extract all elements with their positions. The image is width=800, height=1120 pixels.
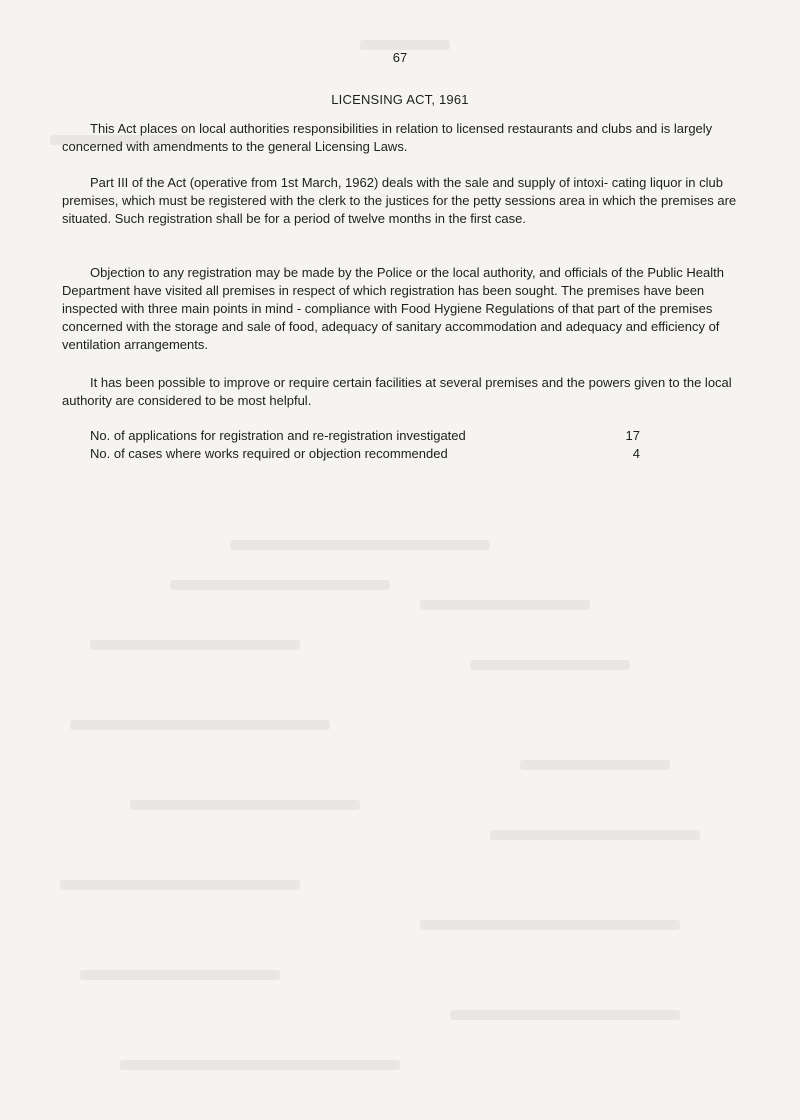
page-number: 67 (392, 50, 408, 65)
stat-label: No. of applications for registration and re-registration investigated (90, 428, 466, 443)
page-title: LICENSING ACT, 1961 (331, 92, 469, 107)
paragraph-part-three: Part III of the Act (operative from 1st March, 1962) deals with the sale and supply of intoxi- cating liquor in club premises, which must be registered with the clerk to the justices for the petty sessions area in which the premises are situated. Such registration shall be for a period of twelve months in the first case. (62, 175, 737, 226)
paragraph-objection: Objection to any registration may be made by the Police or the local authority, and officials of the Public Health Department have visited all premises in respect of which registration has been sought. The premises have been inspected with three main points in mind - compliance with Food Hygiene Regulations of that part of the premises concerned with the storage and sale of food, adequacy of sanitary accommodation and adequacy and efficiency of ventilation arrangements. (62, 265, 724, 352)
statistics-table (90, 427, 690, 463)
stat-row (90, 427, 690, 445)
paragraph-intro: This Act places on local authorities responsibilities in relation to licensed restaurants and clubs and is largely concerned with amendments to the general Licensing Laws. (62, 121, 713, 154)
stat-value: 4 (632, 446, 640, 461)
paragraph-improvements: It has been possible to improve or require certain facilities at several premises and the powers given to the local authority are considered to be most helpful. (62, 375, 732, 408)
stat-value: 17 (625, 428, 640, 443)
stat-row (90, 445, 690, 463)
stat-label: No. of cases where works required or objection recommended (90, 446, 448, 461)
